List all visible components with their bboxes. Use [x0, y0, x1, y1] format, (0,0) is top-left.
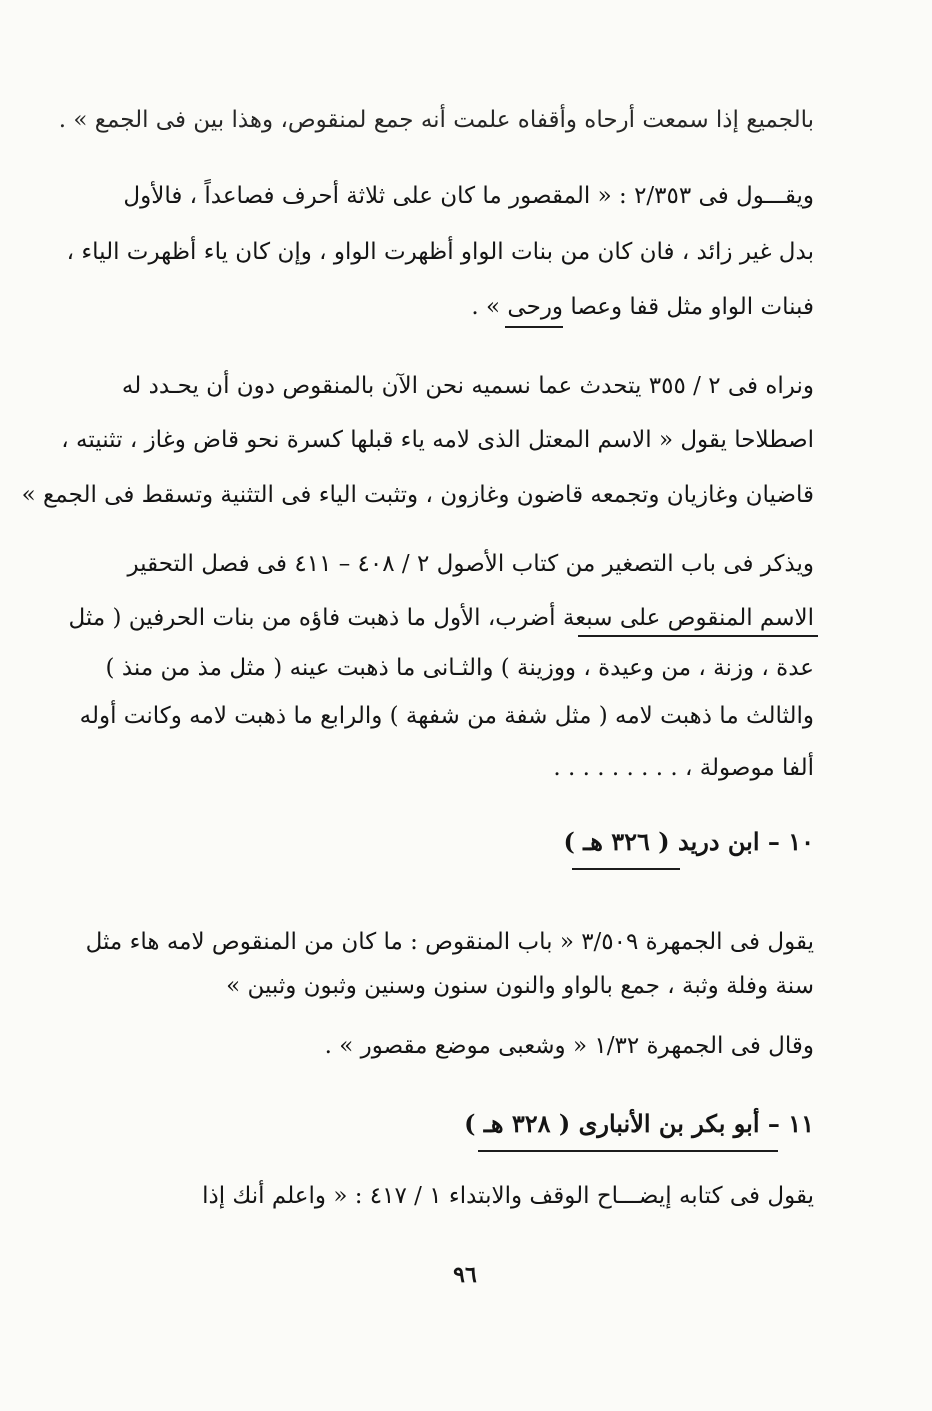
- text-line: الاسم المنقوص على سبعة أضرب، الأول ما ذهبت فاؤه من بنات الحرفين ( مثل: [68, 605, 814, 631]
- heading-underline: [572, 868, 680, 870]
- text-line: ويقـــول فى ٢/٣٥٣ : « المقصور ما كان على ثلاثة أحرف فصاعداً ، فالأول: [123, 183, 814, 209]
- text-line: قاضيان وغازيان وتجمعه قاضون وغازون ، وتثبت الياء فى التثنية وتسقط فى الجمع »: [21, 482, 814, 508]
- text-line: ألفا موصولة ، . . . . . . . . .: [553, 755, 814, 781]
- heading-underline: [478, 1150, 778, 1152]
- text-line: وقال فى الجمهرة ١/٣٢ « وشعبى موضع مقصور » .: [324, 1033, 814, 1059]
- section-heading: ١١ – أبو بكر بن الأنبارى ( ٣٢٨ هـ ): [464, 1109, 814, 1138]
- text-line: ويذكر فى باب التصغير من كتاب الأصول ٢ / ٤٠٨ – ٤١١ فى فصل التحقير: [127, 551, 814, 577]
- page-number: ٩٦: [453, 1262, 477, 1288]
- text-line: فبنات الواو مثل قفا وعصا ورحى » .: [471, 294, 814, 320]
- text-line: بالجميع إذا سمعت أرحاه وأقفاه علمت أنه جمع لمنقوص، وهذا بين فى الجمع » .: [58, 107, 814, 133]
- text-line: ونراه فى ٢ / ٣٥٥ يتحدث عما نسميه نحن الآن بالمنقوص دون أن يحـدد له: [121, 373, 814, 399]
- text-line: سنة وفلة وثبة ، جمع بالواو والنون سنون وسنين وثبون وثبين »: [226, 973, 814, 999]
- text-line: اصطلاحا يقول « الاسم المعتل الذى لامه ياء قبلها كسرة نحو قاض وغاز ، تثنيته ،: [61, 427, 814, 453]
- text-line: عدة ، وزنة ، من وعيدة ، ووزينة ) والثـانى ما ذهبت عينه ( مثل مذ من منذ ): [105, 655, 814, 681]
- text-line: والثالث ما ذهبت لامه ( مثل شفة من شفهة ) والرابع ما ذهبت لامه وكانت أوله: [79, 703, 814, 729]
- text-line: يقول فى كتابه إيضـــاح الوقف والابتداء ١ / ٤١٧ : « واعلم أنك إذا: [202, 1183, 814, 1209]
- text-line: يقول فى الجمهرة ٣/٥٠٩ « باب المنقوص : ما كان من المنقوص لامه هاء مثل: [85, 929, 814, 955]
- text-line: بدل غير زائد ، فان كان من بنات الواو أظهرت الواو ، وإن كان ياء أظهرت الياء ،: [66, 239, 814, 265]
- section-heading: ١٠ – ابن دريد ( ٣٢٦ هـ ): [563, 827, 814, 856]
- underline-mark: [505, 326, 563, 328]
- underline-mark: [578, 635, 818, 637]
